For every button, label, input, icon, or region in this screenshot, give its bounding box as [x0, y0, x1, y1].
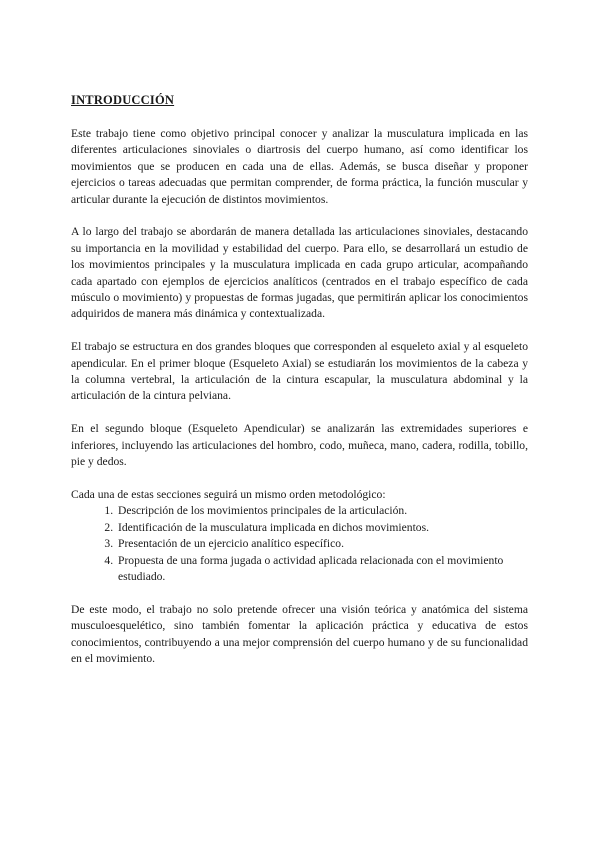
paragraph-objective: Este trabajo tiene como objetivo principal conocer y analizar la musculatura implicada en las diferentes articulaciones sinoviales o diartrosis del cuerpo humano, así como identificar los movimientos que se producen en cada una de ellas. Además, se busca diseñar y proponer ejercicios o tareas adecuadas que permitan comprender, de forma práctica, la función muscular y articular durante la ejecución de distintos movimientos.: [71, 127, 528, 206]
paragraph-synovial-joints: A lo largo del trabajo se abordarán de manera detallada las articulaciones sinoviales, destacando su importancia en la movilidad y estabilidad del cuerpo. Para ello, se desarrollará un estudio de los movimientos principales y la musculatura implicada en cada grupo articular, acompañando cada apartado con ejemplos de ejercicios analíticos (centrados en el trabajo específico de cada músculo o movimiento) y propuestas de formas jugadas, que permitirán aplicar los conocimientos adquiridos de manera más dinámica y contextualizada.: [71, 225, 528, 321]
paragraph-structure: El trabajo se estructura en dos grandes bloques que corresponden al esqueleto axial y al esqueleto apendicular. En el primer bloque (Esqueleto Axial) se estudiarán los movimientos de la cabeza y la columna vertebral, la articulación de la cintura escapular, la musculatura abdominal y la articulación de la cintura pelviana.: [71, 340, 528, 403]
paragraph-conclusion: De este modo, el trabajo no solo pretende ofrecer una visión teórica y anatómica del sistema musculoesquelético, sino también fomentar la aplicación práctica y educativa de estos conocimientos, contribuyendo a una mejor comprensión del cuerpo humano y de su funcionalidad en el movimiento.: [71, 602, 528, 665]
document-page: [71, 93, 528, 684]
list-item: 2. Identificación de la musculatura implicada en dichos movimientos.: [116, 520, 528, 536]
paragraph-appendicular: En el segundo bloque (Esqueleto Apendicular) se analizarán las extremidades superiores e inferiores, incluyendo las articulaciones del hombro, codo, muñeca, mano, cadera, rodilla, tobillo, pie y dedos.: [71, 422, 528, 469]
list-item: 3. Presentación de un ejercicio analítico específico.: [116, 536, 528, 552]
page-title: INTRODUCCIÓN: [71, 93, 175, 107]
list-item: 1. Descripción de los movimientos principales de la articulación.: [116, 503, 528, 519]
list-item: 4. Propuesta de una forma jugada o actividad aplicada relacionada con el movimiento estudiado.: [116, 553, 528, 586]
methodology-list: [71, 503, 528, 585]
paragraph-methodology-intro: Cada una de estas secciones seguirá un mismo orden metodológico:: [71, 487, 386, 501]
